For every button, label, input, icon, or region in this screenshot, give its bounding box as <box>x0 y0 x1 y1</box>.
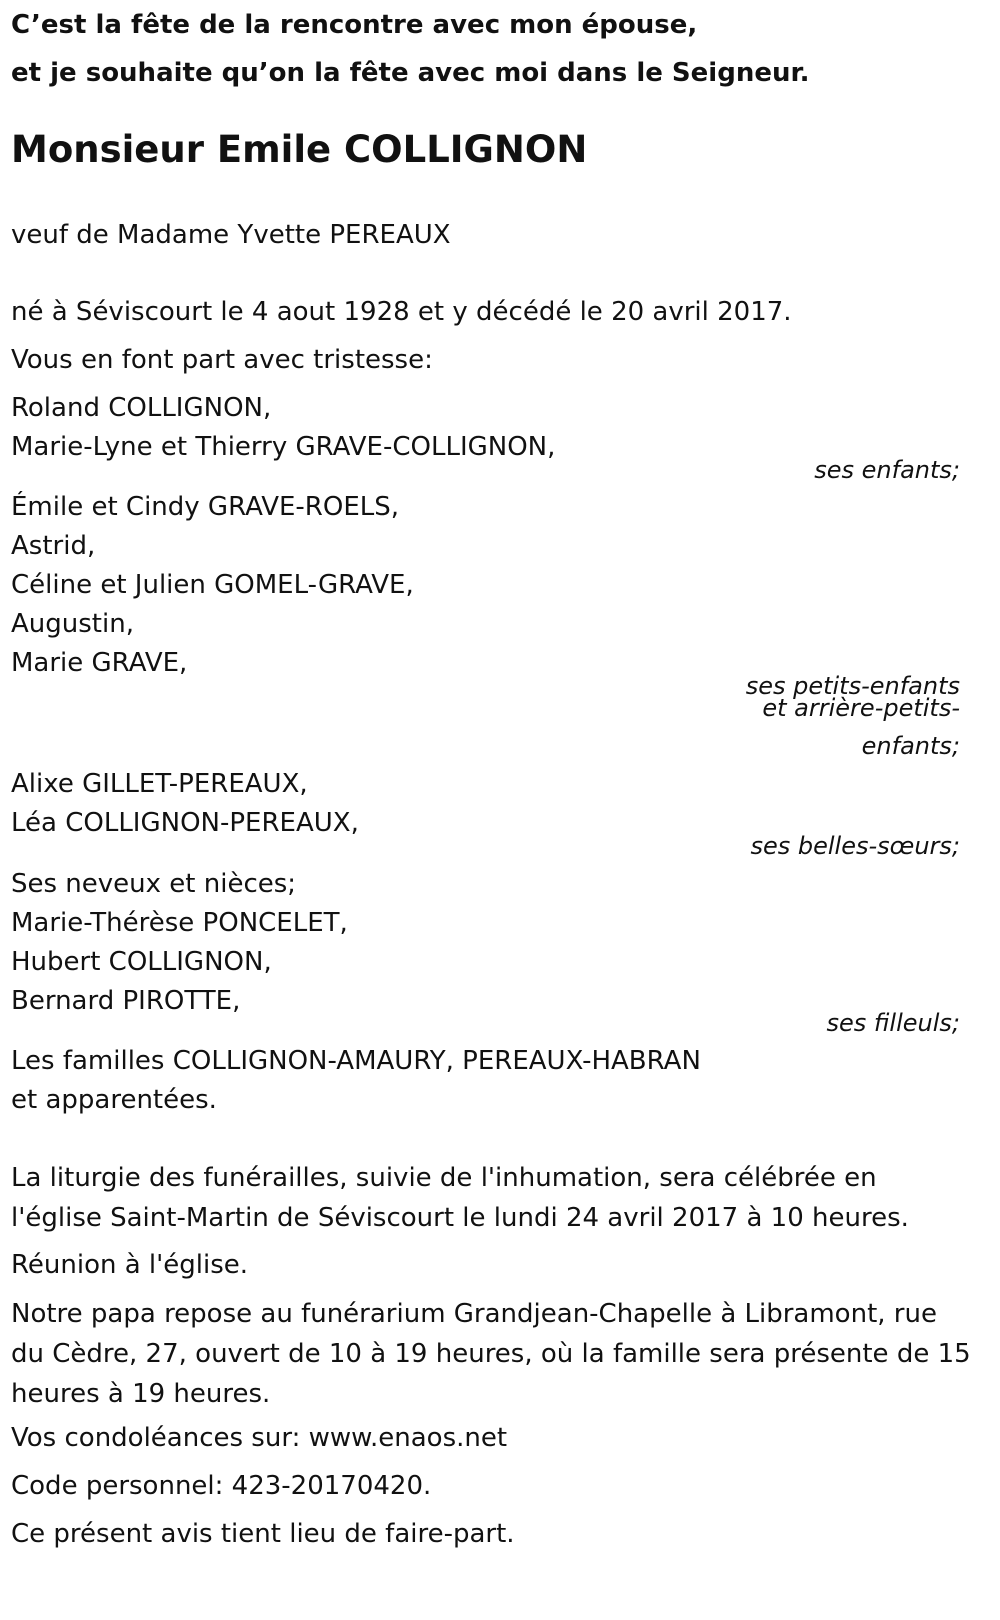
families-line-1: Les familles COLLIGNON-AMAURY, PEREAUX-HABRAN <box>11 1046 701 1076</box>
condolences-line: Vos condoléances sur: www.enaos.net <box>11 1423 508 1453</box>
relation-label-grandchildren: enfants; <box>861 732 960 760</box>
family-member: Émile et Cindy GRAVE-ROELS, <box>11 492 400 522</box>
family-member: Bernard PIROTTE, <box>11 986 241 1016</box>
relation-label-sisters-in-law: ses belles-sœurs; <box>750 832 960 860</box>
family-member: Ses neveux et nièces; <box>11 869 297 899</box>
birth-death-line: né à Séviscourt le 4 aout 1928 et y décédé le 20 avril 2017. <box>11 297 792 327</box>
deceased-name: Monsieur Emile COLLIGNON <box>11 128 588 171</box>
epigraph-line-1: C’est la fête de la rencontre avec mon épouse, <box>11 10 698 40</box>
family-member: Marie-Lyne et Thierry GRAVE-COLLIGNON, <box>11 432 556 462</box>
widower-line: veuf de Madame Yvette PEREAUX <box>11 220 451 250</box>
liturgy-paragraph: La liturgie des funérailles, suivie de l'inhumation, sera célébrée en l'église Saint-Martin de Séviscourt le lundi 24 avril 2017 à 10 heures. <box>11 1163 909 1233</box>
family-member: Céline et Julien GOMEL-GRAVE, <box>11 570 414 600</box>
funeral-home-paragraph: Notre papa repose au funérarium Grandjean-Chapelle à Libramont, rue du Cèdre, 27, ouvert de 10 à 19 heures, où la famille sera présente de 15 heures à 19 heures. <box>11 1299 971 1409</box>
personal-code-line: Code personnel: 423-20170420. <box>11 1471 432 1501</box>
notice-line: Ce présent avis tient lieu de faire-part. <box>11 1519 515 1549</box>
family-member: Marie-Thérèse PONCELET, <box>11 908 348 938</box>
family-member: Astrid, <box>11 531 96 561</box>
relation-label-children: ses enfants; <box>814 456 960 484</box>
families-line-2: et apparentées. <box>11 1085 217 1115</box>
epigraph-line-2: et je souhaite qu’on la fête avec moi dans le Seigneur. <box>11 58 810 88</box>
family-member: Marie GRAVE, <box>11 648 188 678</box>
family-member: Augustin, <box>11 609 134 639</box>
family-member: Léa COLLIGNON-PEREAUX, <box>11 808 359 838</box>
family-member: Alixe GILLET-PEREAUX, <box>11 769 308 799</box>
relation-label-grandchildren: et arrière-petits- <box>762 694 960 722</box>
announcement-line: Vous en font part avec tristesse: <box>11 345 433 375</box>
relation-label-grandchildren: ses petits-enfants <box>745 672 960 700</box>
family-member: Roland COLLIGNON, <box>11 393 272 423</box>
meeting-line: Réunion à l'église. <box>11 1250 249 1280</box>
relation-label-godchildren: ses filleuls; <box>826 1009 960 1037</box>
family-member: Hubert COLLIGNON, <box>11 947 272 977</box>
